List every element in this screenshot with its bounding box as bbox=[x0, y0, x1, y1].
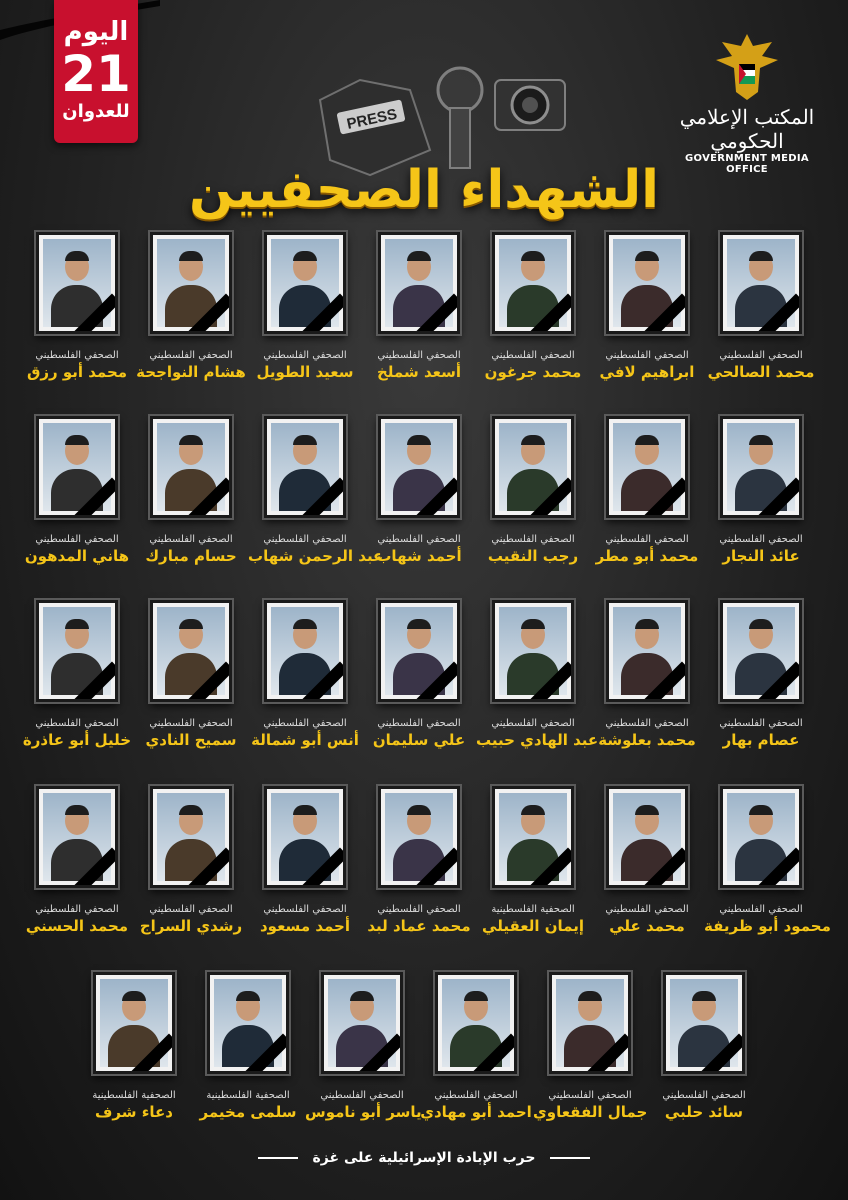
journalist-name: محمد أبو مطر bbox=[595, 547, 699, 565]
journalist-name: محمد جرغون bbox=[484, 363, 582, 381]
portrait-frame bbox=[720, 600, 802, 702]
journalist-name: عبد الهادي حبيب bbox=[476, 731, 599, 749]
portrait-frame bbox=[663, 972, 745, 1074]
journalist-name: عائد النجار bbox=[722, 547, 800, 565]
journalist-card bbox=[476, 416, 590, 566]
day-badge-sub: للعدوان bbox=[62, 101, 130, 122]
portrait-hair bbox=[749, 251, 773, 261]
journalist-name: سائد حلبي bbox=[664, 1103, 744, 1121]
journalist-role: الصحفي الفلسطيني bbox=[377, 718, 461, 729]
portrait-frame bbox=[720, 786, 802, 888]
journalist-name: ابراهيم لافي bbox=[599, 363, 695, 381]
portrait-frame bbox=[150, 600, 232, 702]
press-vest-label: PRESS bbox=[345, 105, 399, 133]
journalist-card bbox=[305, 972, 422, 1122]
journalist-role: الصحفي الفلسطيني bbox=[719, 718, 803, 729]
journalist-name: ياسر أبو ناموس bbox=[305, 1103, 422, 1121]
journalist-name: محمد بعلوشة bbox=[598, 731, 696, 749]
portrait-frame bbox=[264, 786, 346, 888]
journalist-role: الصحفي الفلسطيني bbox=[320, 1090, 404, 1101]
portrait-frame bbox=[36, 600, 118, 702]
journalist-card bbox=[248, 416, 384, 566]
journalist-card bbox=[134, 232, 248, 382]
portrait-hair bbox=[635, 805, 659, 815]
portrait-hair bbox=[635, 251, 659, 261]
journalist-card bbox=[590, 786, 704, 936]
journalist-card bbox=[362, 600, 476, 750]
journalist-role: الصحفي الفلسطيني bbox=[605, 904, 689, 915]
journalist-card bbox=[248, 786, 362, 936]
journalist-name: علي سليمان bbox=[372, 731, 466, 749]
journalist-card bbox=[590, 600, 704, 750]
portrait-frame bbox=[492, 600, 574, 702]
journalist-name: سعيد الطويل bbox=[256, 363, 354, 381]
journalist-card bbox=[476, 600, 599, 750]
journalist-card bbox=[362, 416, 476, 566]
journalist-role: الصحفي الفلسطيني bbox=[491, 350, 575, 361]
journalist-name: سلمى مخيمر bbox=[199, 1103, 297, 1121]
portrait-frame bbox=[492, 232, 574, 334]
portrait-frame bbox=[378, 416, 460, 518]
portrait-hair bbox=[521, 805, 545, 815]
portrait-hair bbox=[65, 251, 89, 261]
journalist-name: دعاء شرف bbox=[95, 1103, 173, 1121]
journalist-role: الصحفي الفلسطيني bbox=[35, 904, 119, 915]
portrait-frame bbox=[36, 786, 118, 888]
journalist-card bbox=[533, 972, 647, 1122]
footer-text: حرب الإبادة الإسرائيلية على غزة bbox=[312, 1150, 536, 1166]
journalist-role: الصحفي الفلسطيني bbox=[491, 534, 575, 545]
portrait-frame bbox=[720, 232, 802, 334]
portrait-frame bbox=[264, 600, 346, 702]
journalist-role: الصحفية الفلسطينية bbox=[206, 1090, 290, 1101]
journalist-role: الصحفي الفلسطيني bbox=[377, 350, 461, 361]
office-english-name: GOVERNMENT MEDIA OFFICE bbox=[685, 153, 809, 175]
journalist-name: أحمد مسعود bbox=[259, 917, 350, 935]
journalist-card bbox=[248, 600, 362, 750]
journalist-role: الصحفي الفلسطيني bbox=[35, 534, 119, 545]
journalist-name: رجب النقيب bbox=[487, 547, 579, 565]
portrait-hair bbox=[521, 251, 545, 261]
journalist-role: الصحفي الفلسطيني bbox=[605, 350, 689, 361]
journalist-role: الصحفي الفلسطيني bbox=[377, 904, 461, 915]
journalist-role: الصحفي الفلسطيني bbox=[263, 904, 347, 915]
journalist-card bbox=[20, 232, 134, 382]
journalist-role: الصحفي الفلسطيني bbox=[263, 350, 347, 361]
portrait-hair bbox=[65, 619, 89, 629]
portrait-frame bbox=[492, 416, 574, 518]
portrait-frame bbox=[606, 600, 688, 702]
portrait-frame bbox=[378, 232, 460, 334]
journalist-name: هشام النواجحة bbox=[136, 363, 246, 381]
portrait-hair bbox=[521, 435, 545, 445]
portrait-frame bbox=[720, 416, 802, 518]
journalist-card bbox=[362, 786, 476, 936]
journalist-name: خليل أبو عاذرة bbox=[22, 731, 132, 749]
journalist-name: أنس أبو شمالة bbox=[251, 731, 359, 749]
portrait-hair bbox=[635, 619, 659, 629]
journalist-card bbox=[20, 786, 134, 936]
journalist-card bbox=[77, 972, 191, 1122]
journalist-role: الصحفي الفلسطيني bbox=[605, 534, 689, 545]
journalist-card bbox=[647, 972, 761, 1122]
portrait-frame bbox=[264, 416, 346, 518]
journalist-name: عبد الرحمن شهاب bbox=[248, 547, 384, 565]
journalist-role: الصحفي الفلسطيني bbox=[377, 534, 461, 545]
journalist-role: الصحفية الفلسطينية bbox=[92, 1090, 176, 1101]
portrait-frame bbox=[606, 786, 688, 888]
journalist-name: رشدي السراج bbox=[139, 917, 243, 935]
day-badge-number: 21 bbox=[61, 45, 131, 103]
journalist-role: الصحفي الفلسطيني bbox=[662, 1090, 746, 1101]
journalist-card bbox=[134, 600, 248, 750]
portrait-hair bbox=[407, 619, 431, 629]
journalist-card bbox=[20, 416, 134, 566]
journalist-name: محمد الحسني bbox=[25, 917, 129, 935]
page-title: الشهداء الصحفيين bbox=[189, 160, 659, 220]
portrait-hair bbox=[179, 805, 203, 815]
journalist-card bbox=[476, 232, 590, 382]
portrait-frame bbox=[378, 786, 460, 888]
portrait-frame bbox=[606, 416, 688, 518]
journalist-role: الصحفي الفلسطيني bbox=[263, 534, 347, 545]
portrait-hair bbox=[521, 619, 545, 629]
journalist-role: الصحفي الفلسطيني bbox=[548, 1090, 632, 1101]
journalist-role: الصحفي الفلسطيني bbox=[149, 718, 233, 729]
journalist-role: الصحفي الفلسطيني bbox=[434, 1090, 518, 1101]
journalist-card bbox=[134, 786, 248, 936]
journalist-card bbox=[134, 416, 248, 566]
journalist-card bbox=[704, 232, 818, 382]
journalist-role: الصحفي الفلسطيني bbox=[149, 904, 233, 915]
journalist-card bbox=[20, 600, 134, 750]
portrait-frame bbox=[549, 972, 631, 1074]
journalist-card bbox=[704, 600, 818, 750]
portrait-hair bbox=[179, 619, 203, 629]
journalist-role: الصحفي الفلسطيني bbox=[263, 718, 347, 729]
footer-rule-left bbox=[258, 1157, 298, 1159]
portrait-hair bbox=[578, 991, 602, 1001]
portrait-hair bbox=[350, 991, 374, 1001]
journalist-role: الصحفي الفلسطيني bbox=[35, 718, 119, 729]
portrait-hair bbox=[749, 435, 773, 445]
portrait-frame bbox=[207, 972, 289, 1074]
journalist-role: الصحفي الفلسطيني bbox=[491, 718, 575, 729]
journalist-name: حسام مبارك bbox=[145, 547, 237, 565]
portrait-hair bbox=[407, 251, 431, 261]
journalist-card bbox=[248, 232, 362, 382]
journalist-role: الصحفية الفلسطينية bbox=[491, 904, 575, 915]
portrait-frame bbox=[378, 600, 460, 702]
journalist-name: هاني المدهون bbox=[24, 547, 130, 565]
portrait-hair bbox=[635, 435, 659, 445]
journalist-name: سميح النادي bbox=[145, 731, 237, 749]
journalist-name: أسعد شملخ bbox=[377, 363, 461, 381]
portrait-hair bbox=[65, 435, 89, 445]
portrait-frame bbox=[150, 416, 232, 518]
journalist-name: جمال الفقعاوي bbox=[533, 1103, 648, 1121]
portrait-hair bbox=[407, 435, 431, 445]
portrait-frame bbox=[492, 786, 574, 888]
journalist-card bbox=[419, 972, 533, 1122]
journalist-role: الصحفي الفلسطيني bbox=[35, 350, 119, 361]
portrait-hair bbox=[179, 435, 203, 445]
journalist-role: الصحفي الفلسطيني bbox=[149, 350, 233, 361]
journalist-name: محمد أبو رزق bbox=[26, 363, 128, 381]
journalist-role: الصحفي الفلسطيني bbox=[719, 350, 803, 361]
portrait-hair bbox=[464, 991, 488, 1001]
portrait-hair bbox=[407, 805, 431, 815]
portrait-hair bbox=[293, 805, 317, 815]
portrait-frame bbox=[93, 972, 175, 1074]
footer bbox=[0, 1150, 848, 1166]
portrait-hair bbox=[749, 805, 773, 815]
portrait-hair bbox=[293, 619, 317, 629]
portrait-hair bbox=[293, 251, 317, 261]
journalist-role: الصحفي الفلسطيني bbox=[719, 904, 803, 915]
journalist-card bbox=[590, 416, 704, 566]
journalist-card bbox=[704, 786, 831, 936]
journalist-card bbox=[362, 232, 476, 382]
journalist-role: الصحفي الفلسطيني bbox=[605, 718, 689, 729]
journalist-card bbox=[704, 416, 818, 566]
journalist-name: محمود أبو ظريفة bbox=[704, 917, 831, 935]
journalist-name: محمد علي bbox=[609, 917, 685, 935]
journalist-card bbox=[191, 972, 305, 1122]
portrait-frame bbox=[36, 416, 118, 518]
journalist-name: أحمد شهاب bbox=[376, 547, 462, 565]
journalist-name: إيمان العقيلي bbox=[482, 917, 584, 935]
office-arabic-name: المكتب الإعلامي الحكومي bbox=[679, 105, 815, 153]
portrait-hair bbox=[236, 991, 260, 1001]
journalist-card bbox=[590, 232, 704, 382]
portrait-hair bbox=[293, 435, 317, 445]
portrait-hair bbox=[65, 805, 89, 815]
portrait-hair bbox=[692, 991, 716, 1001]
portrait-frame bbox=[150, 232, 232, 334]
portrait-frame bbox=[36, 232, 118, 334]
footer-rule-right bbox=[550, 1157, 590, 1159]
journalist-name: محمد عماد لبد bbox=[367, 917, 471, 935]
journalist-role: الصحفي الفلسطيني bbox=[719, 534, 803, 545]
portrait-frame bbox=[264, 232, 346, 334]
day-badge-word: اليوم bbox=[63, 17, 129, 47]
journalist-role: الصحفي الفلسطيني bbox=[149, 534, 233, 545]
portrait-hair bbox=[122, 991, 146, 1001]
portrait-frame bbox=[150, 786, 232, 888]
journalist-name: احمد أبو مهادي bbox=[420, 1103, 532, 1121]
journalist-name: عصام بهار bbox=[722, 731, 800, 749]
portrait-frame bbox=[321, 972, 403, 1074]
portrait-hair bbox=[179, 251, 203, 261]
portrait-hair bbox=[749, 619, 773, 629]
portrait-frame bbox=[435, 972, 517, 1074]
journalist-card bbox=[476, 786, 590, 936]
portrait-frame bbox=[606, 232, 688, 334]
journalist-name: محمد الصالحي bbox=[707, 363, 815, 381]
